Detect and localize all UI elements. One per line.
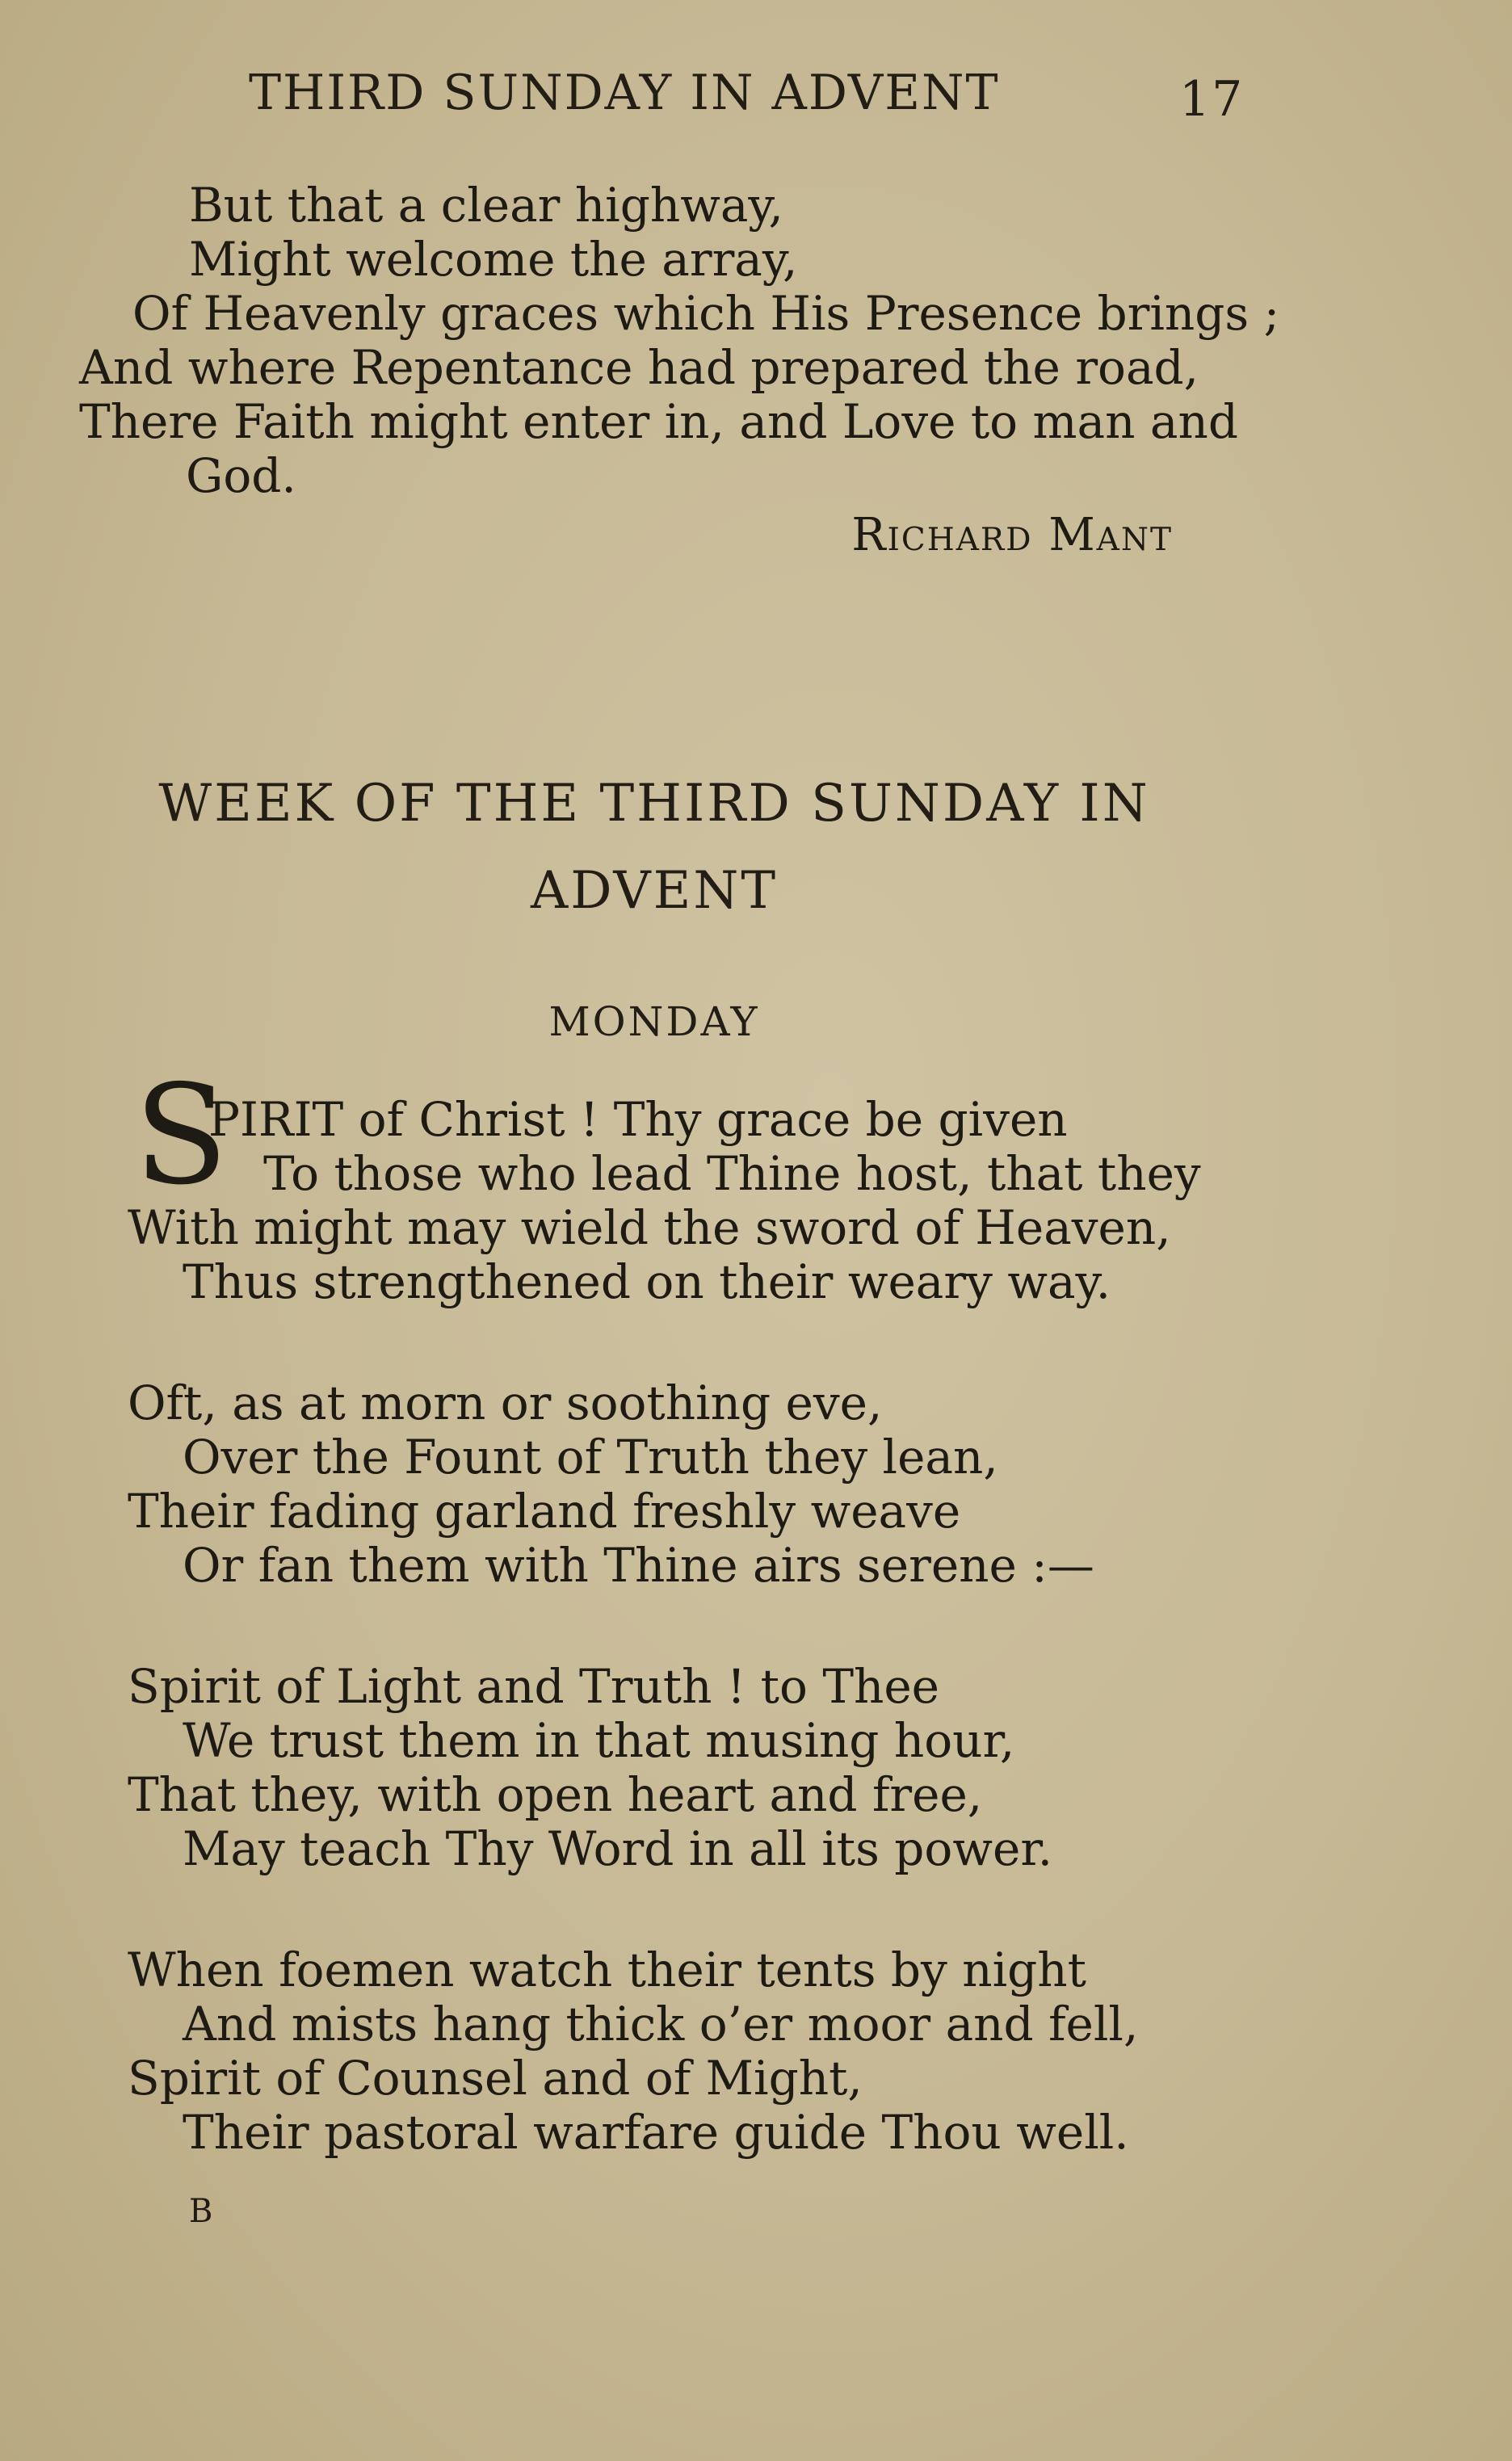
section-title-line-1: WEEK OF THE THIRD SUNDAY IN	[158, 774, 1150, 834]
verse-line: When foemen watch their tents by night	[128, 1942, 1086, 1997]
verse-line: Might welcome the array,	[189, 232, 798, 287]
verse-line: With might may wield the sword of Heaven,	[128, 1200, 1171, 1255]
verse-line: Thus strengthened on their weary way.	[183, 1254, 1111, 1309]
verse-line: And mists hang thick o’er moor and fell,	[183, 1997, 1139, 2052]
verse-line: We trust them in that musing hour,	[183, 1713, 1015, 1768]
verse-line: There Faith might enter in, and Love to man and	[79, 394, 1238, 449]
verse-line: Oft, as at morn or soothing eve,	[128, 1375, 883, 1430]
verse-line: Their fading garland freshly weave	[128, 1484, 961, 1539]
drop-cap: S	[134, 1056, 229, 1216]
verse-line: Their pastoral warfare guide Thou well.	[183, 2105, 1129, 2160]
signature-mark: B	[189, 2193, 213, 2230]
section-title-line-2: ADVENT	[530, 861, 779, 921]
running-title: THIRD SUNDAY IN ADVENT	[249, 65, 1000, 121]
verse-line: And where Repentance had prepared the road,	[79, 340, 1199, 395]
verse-line: Over the Fount of Truth they lean,	[183, 1430, 998, 1485]
verse-line: Or fan them with Thine airs serene :—	[183, 1538, 1094, 1593]
verse-line: Spirit of Light and Truth ! to Thee	[128, 1659, 940, 1714]
author-attribution: Richard Mant	[851, 509, 1173, 561]
verse-line: Spirit of Counsel and of Might,	[128, 2051, 863, 2106]
verse-line: May teach Thy Word in all its power.	[183, 1821, 1053, 1876]
verse-line: But that a clear highway,	[189, 178, 783, 233]
verse-line: That they, with open heart and free,	[128, 1767, 983, 1822]
page-number: 17	[1179, 71, 1245, 128]
verse-line: God.	[186, 448, 296, 503]
verse-line: PIRIT of Christ ! Thy grace be given	[208, 1092, 1068, 1147]
verse-line: Of Heavenly graces which His Presence brings ;	[132, 286, 1280, 341]
verse-line: To those who lead Thine host, that they	[263, 1146, 1201, 1201]
day-heading: MONDAY	[548, 998, 760, 1045]
